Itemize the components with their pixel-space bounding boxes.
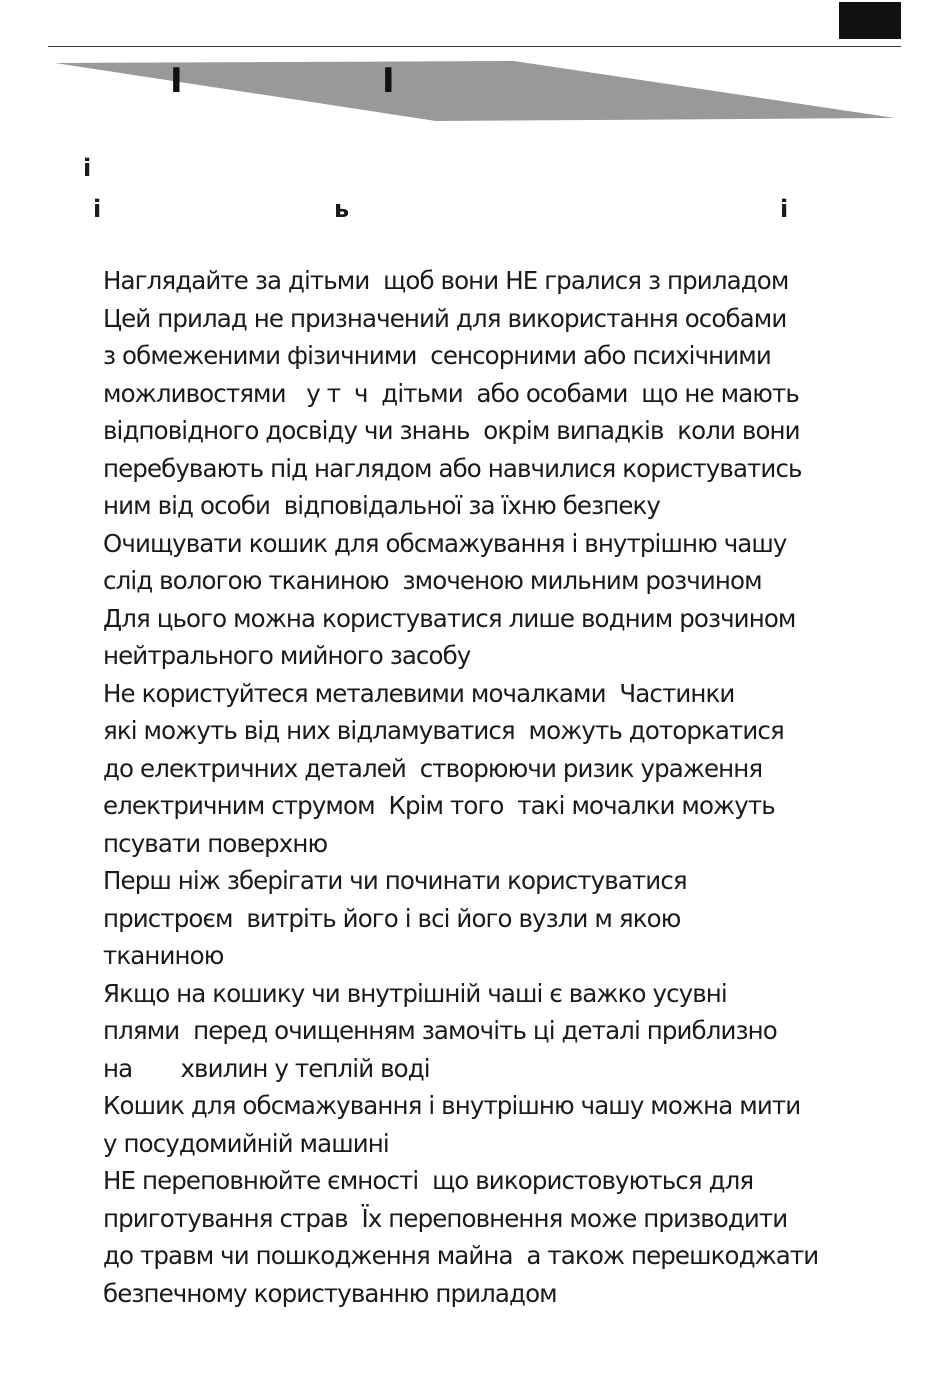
text-line: Для цього можна користуватися лише водним розчином bbox=[103, 603, 796, 633]
section-banner bbox=[0, 0, 950, 130]
text-line: нейтрального мийного засобу bbox=[103, 641, 471, 670]
text-line: до травм чи пошкодження майна а також перешкоджати bbox=[103, 1241, 819, 1270]
text-line: тканиною bbox=[103, 941, 224, 970]
text-line: плями перед очищенням замочіть ці деталі приблизно bbox=[103, 1016, 777, 1045]
text-line: Не користуйтеся металевими мочалками Частинки bbox=[103, 678, 735, 708]
text-line: до електричних деталей створюючи ризик ураження bbox=[103, 753, 763, 783]
subheading-fragment: і bbox=[83, 154, 92, 182]
text-line: Цей прилад не призначений для використання особами bbox=[103, 303, 787, 333]
text-line: безпечному користуванню приладом bbox=[103, 1278, 557, 1308]
subheading-fragment: і bbox=[780, 195, 789, 223]
text-line: електричним струмом Крім того такі мочалки можуть bbox=[103, 791, 775, 820]
banner-fragment: I bbox=[170, 61, 183, 101]
text-line: можливостями у т ч дітьми або особами що не мають bbox=[103, 378, 799, 408]
text-line: перебувають під наглядом або навчилися користуватись bbox=[103, 453, 802, 483]
text-line: приготування страв Їх переповнення може призводити bbox=[103, 1203, 788, 1233]
text-line: які можуть від них відламуватися можуть доторкатися bbox=[103, 716, 784, 745]
text-line: Перш ніж зберігати чи починати користуватися bbox=[103, 866, 687, 895]
subheading-fragment: ь bbox=[334, 195, 350, 223]
text-line: слід вологою тканиною змоченою мильним розчином bbox=[103, 566, 762, 595]
text-line: з обмеженими фізичними сенсорними або психічними bbox=[103, 341, 771, 370]
text-line: НЕ переповнюйте ємності що використовуються для bbox=[103, 1166, 754, 1195]
subheading-fragment: і bbox=[93, 195, 102, 223]
text-line: Наглядайте за дітьми щоб вони НЕ гралися з приладом bbox=[103, 266, 789, 295]
text-line: пристроєм витріть його і всі його вузли м якою bbox=[103, 903, 681, 933]
banner-fragment: I bbox=[382, 61, 395, 101]
text-line: у посудомийній машині bbox=[103, 1128, 389, 1158]
text-line: ним від особи відповідальної за їхню безпеку bbox=[103, 491, 660, 520]
text-line: Кошик для обсмажування і внутрішню чашу можна мити bbox=[103, 1091, 801, 1120]
instructions-text bbox=[103, 262, 903, 1312]
text-line: відповідного досвіду чи знань окрім випадків коли вони bbox=[103, 416, 800, 445]
text-line: псувати поверхню bbox=[103, 828, 328, 858]
text-line: Якщо на кошику чи внутрішній чаші є важко усувні bbox=[103, 978, 727, 1008]
text-line: на хвилин у теплій воді bbox=[103, 1053, 430, 1083]
text-line: Очищувати кошик для обсмажування і внутрішню чашу bbox=[103, 528, 787, 558]
